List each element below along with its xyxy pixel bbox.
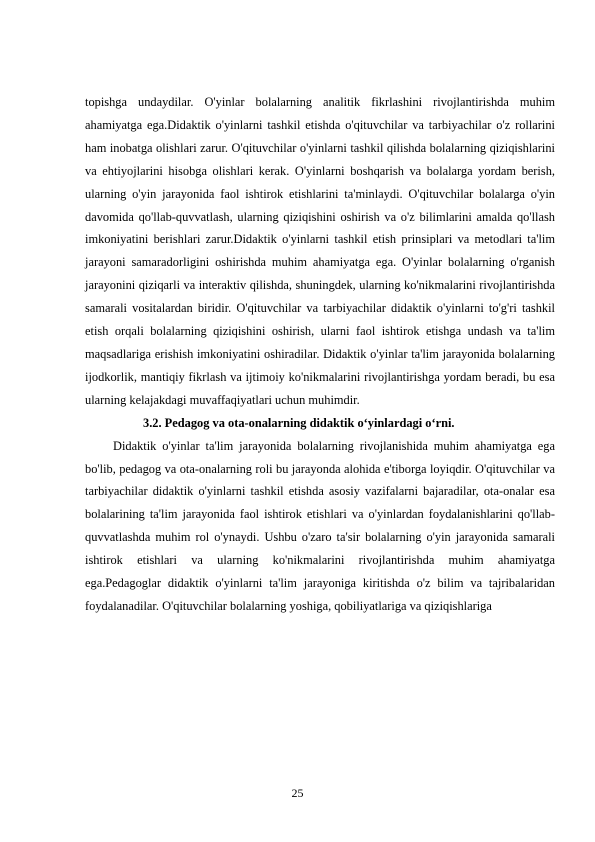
section-heading: 3.2. Pedagog va ota-onalarning didaktik o‘yinlardagi o‘rni. (143, 415, 455, 430)
page-body (85, 91, 555, 618)
body-paragraph: Didaktik o'yinlar ta'lim jarayonida bolalarning rivojlanishida muhim ahamiyatga ega bo'lib, pedagog va ota-onalarning roli bu jarayonda alohida e'tiborga loyiqdir. O'qituvchilar va tarbiyachilar didaktik o'yinlarni tashkil etishda asosiy vazifalarni bajaradilar, ota-onalar esa bolalarining ta'lim jarayonida faol ishtirok etishlari va o'yinlardan foydalanishlarini qo'llab-quvvatlashda muhim rol o'ynaydi. Ushbu o'zaro ta'sir bolalarning o'yin jarayonida samarali ishtirok etishlari va ularning ko'nikmalarini rivojlantirishda muhim ahamiyatga ega.Pedagoglar didaktik o'yinlarni ta'lim jarayoniga kiritishda o'z bilim va tajribalaridan foydalanadilar. O'qituvchilar bolalarning yoshiga, qobiliyatlariga va qiziqishlariga (85, 438, 555, 613)
page-number: 25 (291, 786, 304, 800)
body-paragraph: topishga undaydilar. O'yinlar bolalarning analitik fikrlashini rivojlantirishda muhim ahamiyatga ega.Didaktik o'yinlarni tashkil etishda o'qituvchilar va tarbiyachilar o'z rollarini ham inobatga olishlari zarur. O'qituvchilar o'yinlarni tashkil qilishda bolalarning qiziqishlarini va ehtiyojlarini hisobga olishlari kerak. O'yinlarni boshqarish va bolalarga yordam berish, ularning o'yin jarayonida faol ishtirok etishlarini ta'minlaydi. O'qituvchilar bolalarga o'yin davomida qo'llab-quvvatlash, ularning qiziqishini oshirish va o'z bilimlarini amalda qo'llash imkoniyatini berishlari zarur.Didaktik o'yinlarni tashkil etish prinsiplari va metodlari ta'lim jarayoni samaradorligini oshirishda muhim ahamiyatga ega. O'yinlar bolalarning o'rganish jarayonini qiziqarli va interaktiv qilishda, shuningdek, ularning ko'nikmalarini rivojlantirishda samarali vositalardan biridir. O'qituvchilar va tarbiyachilar didaktik o'yinlarni to'g'ri tashkil etish orqali bolalarning qiziqishini oshirish, ularni faol ishtirok etishga undash va ta'lim maqsadlariga erishish imkoniyatini oshiradilar. Didaktik o'yinlar ta'lim jarayonida bolalarning ijodkorlik, mantiqiy fikrlash va ijtimoiy ko'nikmalarini rivojlantirishga yordam beradi, bu esa ularning kelajakdagi muvaffaqiyatlari uchun muhimdir. (85, 95, 555, 407)
